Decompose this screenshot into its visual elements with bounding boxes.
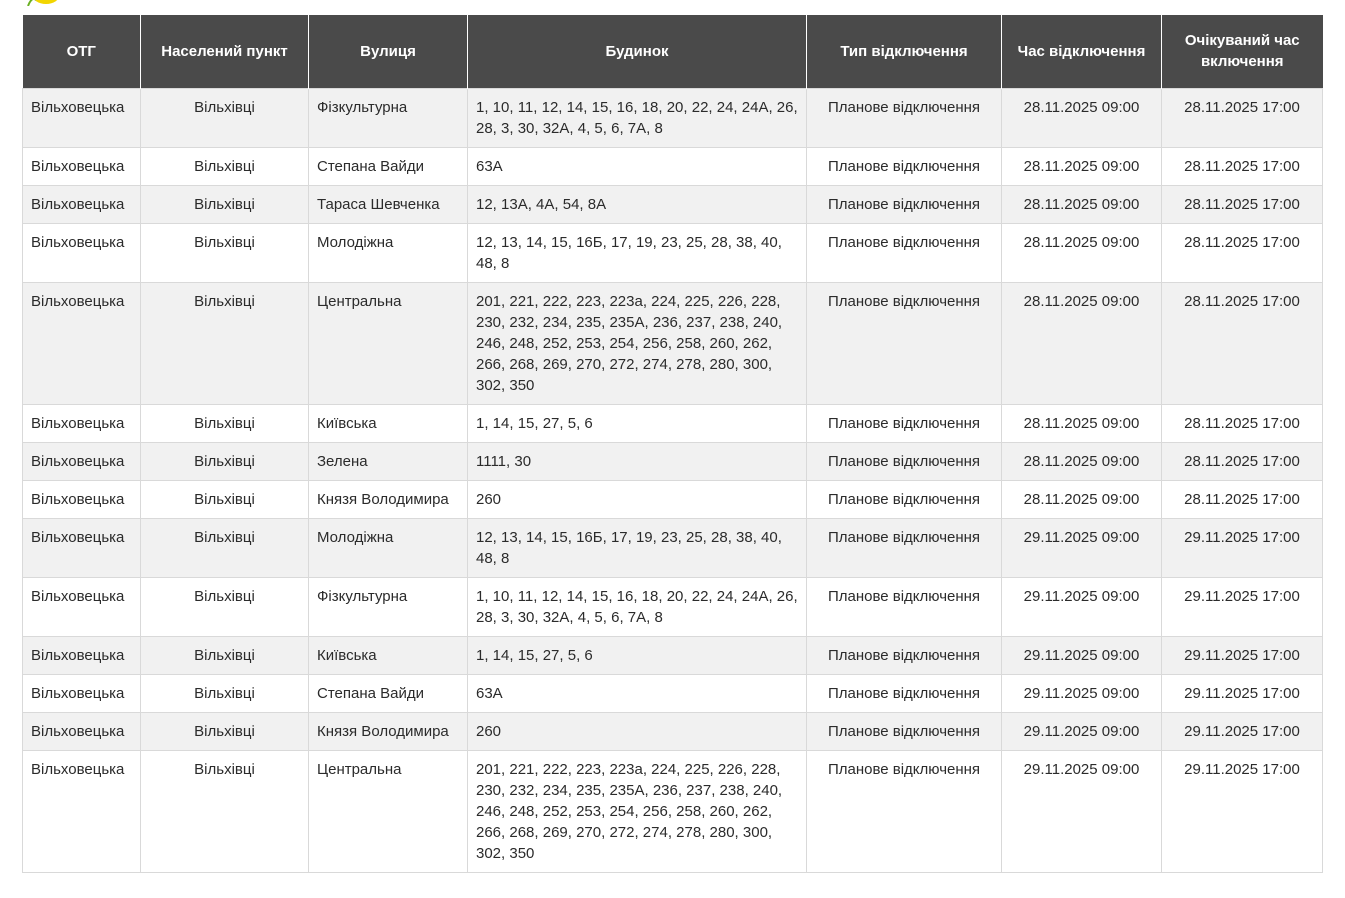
table-row [23,480,1323,518]
table-row [23,282,1323,404]
cell-locality: Вільхівці [141,674,309,712]
cell-type: Планове відключення [807,404,1002,442]
cell-street: Фізкультурна [309,88,468,147]
cell-locality: Вільхівці [141,282,309,404]
cell-off-time: 29.11.2025 09:00 [1002,750,1162,872]
cell-otg: Вільховецька [23,750,141,872]
cell-type: Планове відключення [807,185,1002,223]
cell-on-time: 28.11.2025 17:00 [1162,223,1323,282]
cell-type: Планове відключення [807,223,1002,282]
cell-type: Планове відключення [807,147,1002,185]
table-row [23,442,1323,480]
cell-otg: Вільховецька [23,480,141,518]
cell-otg: Вільховецька [23,185,141,223]
cell-otg: Вільховецька [23,147,141,185]
cell-type: Планове відключення [807,282,1002,404]
cell-otg: Вільховецька [23,223,141,282]
table-row [23,147,1323,185]
cell-on-time: 28.11.2025 17:00 [1162,282,1323,404]
cell-on-time: 29.11.2025 17:00 [1162,750,1323,872]
cell-house: 12, 13, 14, 15, 16Б, 17, 19, 23, 25, 28, 38, 40, 48, 8 [468,518,807,577]
cell-house: 1, 10, 11, 12, 14, 15, 16, 18, 20, 22, 24, 24А, 26, 28, 3, 30, 32А, 4, 5, 6, 7А, 8 [468,88,807,147]
cell-off-time: 28.11.2025 09:00 [1002,88,1162,147]
table-row [23,674,1323,712]
cell-off-time: 28.11.2025 09:00 [1002,185,1162,223]
header-locality: Населений пункт [141,15,309,88]
cell-house: 201, 221, 222, 223, 223а, 224, 225, 226, 228, 230, 232, 234, 235, 235А, 236, 237, 238, 240, 246, 248, 252, 253, 254, 256, 258, 260, 262, 266, 268, 269, 270, 272, 274, 278, 280, 300, 302, 350 [468,282,807,404]
cell-street: Центральна [309,282,468,404]
table-row [23,712,1323,750]
cell-house: 12, 13, 14, 15, 16Б, 17, 19, 23, 25, 28, 38, 40, 48, 8 [468,223,807,282]
table-row [23,223,1323,282]
header-house: Будинок [468,15,807,88]
cell-house: 1, 10, 11, 12, 14, 15, 16, 18, 20, 22, 24, 24А, 26, 28, 3, 30, 32А, 4, 5, 6, 7А, 8 [468,577,807,636]
cell-street: Князя Володимира [309,480,468,518]
cell-type: Планове відключення [807,88,1002,147]
cell-on-time: 28.11.2025 17:00 [1162,404,1323,442]
cell-type: Планове відключення [807,712,1002,750]
cell-locality: Вільхівці [141,636,309,674]
cell-type: Планове відключення [807,636,1002,674]
table-row [23,518,1323,577]
cell-type: Планове відключення [807,480,1002,518]
cell-off-time: 28.11.2025 09:00 [1002,404,1162,442]
cell-locality: Вільхівці [141,147,309,185]
header-off-time: Час відключення [1002,15,1162,88]
table-row [23,636,1323,674]
cell-off-time: 28.11.2025 09:00 [1002,480,1162,518]
header-street: Вулиця [309,15,468,88]
table-row [23,750,1323,872]
cell-off-time: 28.11.2025 09:00 [1002,223,1162,282]
cell-locality: Вільхівці [141,712,309,750]
cell-street: Князя Володимира [309,712,468,750]
cell-otg: Вільховецька [23,88,141,147]
cell-street: Київська [309,404,468,442]
cell-house: 1, 14, 15, 27, 5, 6 [468,404,807,442]
cell-type: Планове відключення [807,518,1002,577]
cell-locality: Вільхівці [141,518,309,577]
cell-house: 12, 13А, 4А, 54, 8А [468,185,807,223]
cell-locality: Вільхівці [141,442,309,480]
cell-otg: Вільховецька [23,282,141,404]
cell-on-time: 29.11.2025 17:00 [1162,712,1323,750]
cell-off-time: 29.11.2025 09:00 [1002,577,1162,636]
table-row [23,577,1323,636]
cell-otg: Вільховецька [23,636,141,674]
cell-on-time: 28.11.2025 17:00 [1162,147,1323,185]
cell-locality: Вільхівці [141,750,309,872]
cell-locality: Вільхівці [141,185,309,223]
header-otg: ОТГ [23,15,141,88]
cell-house: 201, 221, 222, 223, 223а, 224, 225, 226, 228, 230, 232, 234, 235, 235А, 236, 237, 238, 240, 246, 248, 252, 253, 254, 256, 258, 260, 262, 266, 268, 269, 270, 272, 274, 278, 280, 300, 302, 350 [468,750,807,872]
cell-locality: Вільхівці [141,577,309,636]
cell-on-time: 29.11.2025 17:00 [1162,636,1323,674]
cell-street: Центральна [309,750,468,872]
cell-locality: Вільхівці [141,88,309,147]
cell-otg: Вільховецька [23,712,141,750]
cell-street: Зелена [309,442,468,480]
cell-house: 260 [468,712,807,750]
cell-street: Степана Вайди [309,147,468,185]
cell-street: Степана Вайди [309,674,468,712]
cell-house: 63А [468,147,807,185]
cell-locality: Вільхівці [141,223,309,282]
cell-house: 1, 14, 15, 27, 5, 6 [468,636,807,674]
table-row [23,88,1323,147]
cell-off-time: 28.11.2025 09:00 [1002,282,1162,404]
cell-type: Планове відключення [807,577,1002,636]
cell-on-time: 28.11.2025 17:00 [1162,442,1323,480]
cell-off-time: 28.11.2025 09:00 [1002,442,1162,480]
cell-off-time: 29.11.2025 09:00 [1002,674,1162,712]
cell-locality: Вільхівці [141,404,309,442]
header-on-time: Очікуваний час включення [1162,15,1323,88]
cell-type: Планове відключення [807,674,1002,712]
cell-house: 1111, 30 [468,442,807,480]
cell-on-time: 29.11.2025 17:00 [1162,518,1323,577]
cell-type: Планове відключення [807,750,1002,872]
cell-otg: Вільховецька [23,674,141,712]
table-row [23,185,1323,223]
cell-otg: Вільховецька [23,577,141,636]
cell-street: Тараса Шевченка [309,185,468,223]
cell-off-time: 28.11.2025 09:00 [1002,147,1162,185]
cell-on-time: 28.11.2025 17:00 [1162,185,1323,223]
cell-otg: Вільховецька [23,404,141,442]
cell-otg: Вільховецька [23,518,141,577]
cell-off-time: 29.11.2025 09:00 [1002,712,1162,750]
cell-on-time: 29.11.2025 17:00 [1162,674,1323,712]
company-logo-icon [22,0,62,6]
cell-street: Фізкультурна [309,577,468,636]
table-body [23,88,1323,872]
header-row [23,15,1323,88]
cell-otg: Вільховецька [23,442,141,480]
cell-house: 260 [468,480,807,518]
cell-off-time: 29.11.2025 09:00 [1002,636,1162,674]
cell-on-time: 28.11.2025 17:00 [1162,480,1323,518]
cell-locality: Вільхівці [141,480,309,518]
outage-table [22,15,1323,873]
table-header [23,15,1323,88]
cell-street: Молодіжна [309,223,468,282]
outage-table-container [22,15,1322,873]
cell-house: 63А [468,674,807,712]
table-row [23,404,1323,442]
cell-street: Молодіжна [309,518,468,577]
cell-off-time: 29.11.2025 09:00 [1002,518,1162,577]
cell-street: Київська [309,636,468,674]
cell-on-time: 28.11.2025 17:00 [1162,88,1323,147]
cell-type: Планове відключення [807,442,1002,480]
cell-on-time: 29.11.2025 17:00 [1162,577,1323,636]
header-type: Тип відключення [807,15,1002,88]
